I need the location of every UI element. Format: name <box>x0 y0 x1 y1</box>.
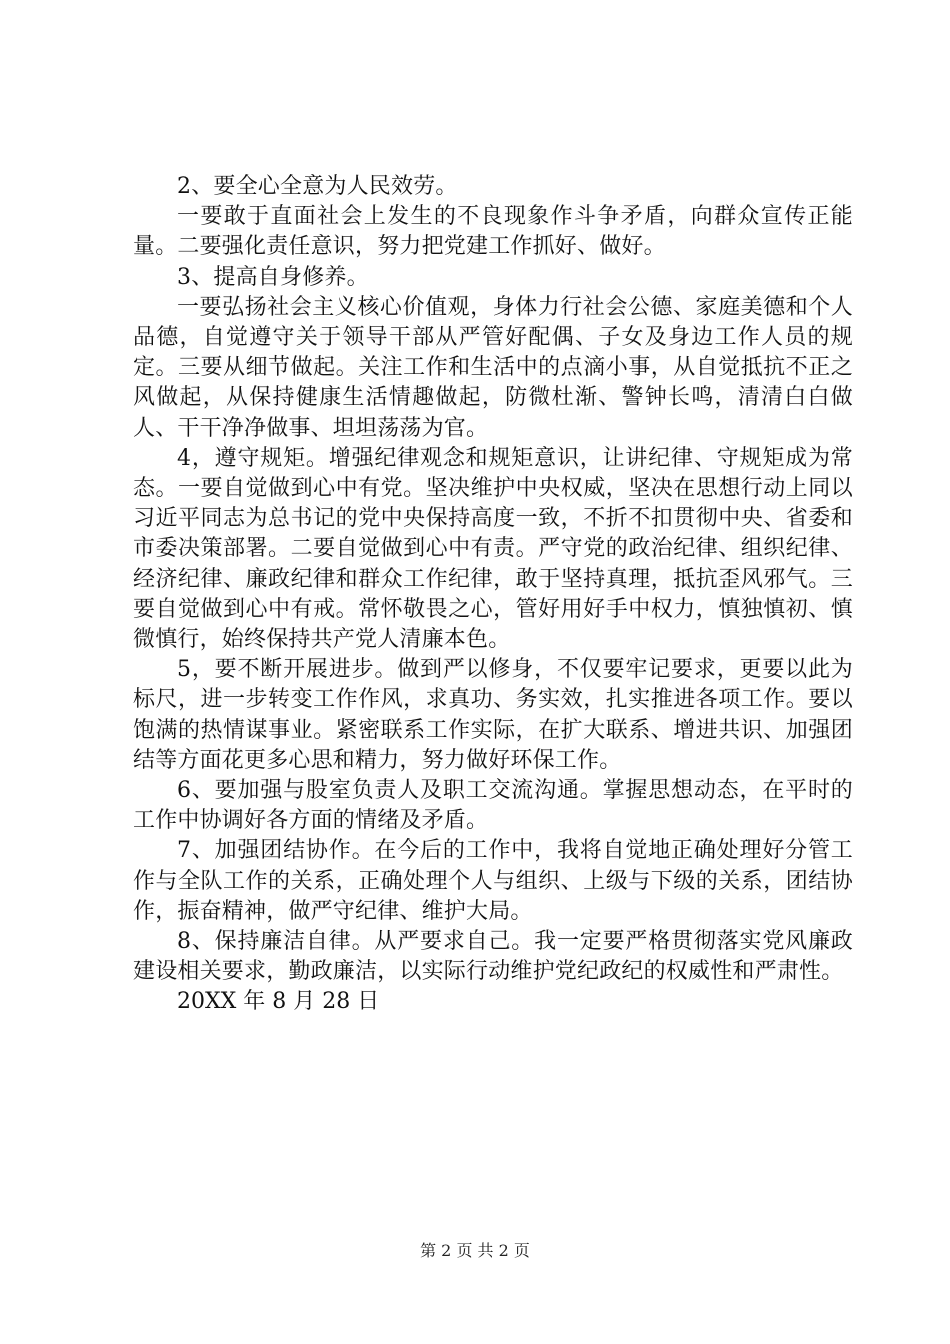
paragraph-item-3-body: 一要弘扬社会主义核心价值观，身体力行社会公德、家庭美德和个人品德，自觉遵守关于领导干部从严管好配偶、子女及身边工作人员的规定。三要从细节做起。关注工作和生活中的点滴小事，从自觉抵抗不正之风做起，从保持健康生活情趣做起，防微杜渐、警钟长鸣，清清白白做人、干干净净做事、坦坦荡荡为官。 <box>133 294 853 441</box>
paragraph-item-5: 5，要不断开展进步。做到严以修身，不仅要牢记要求，更要以此为标尺，进一步转变工作作风，求真功、务实效，扎实推进各项工作。要以饱满的热情谋事业。紧密联系工作实际，在扩大联系、增进共识、加强团结等方面花更多心思和精力，努力做好环保工作。 <box>133 657 853 773</box>
paragraph-item-3-heading: 3、提高自身修养。 <box>177 264 369 290</box>
page-number-label: 第 2 页 共 2 页 <box>420 1241 530 1260</box>
paragraph-item-7: 7、加强团结协作。在今后的工作中，我将自觉地正确处理好分管工作与全队工作的关系，正确处理个人与组织、上级与下级的关系，团结协作，振奋精神，做严守纪律、维护大局。 <box>133 838 853 924</box>
document-date: 20XX 年 8 月 28 日 <box>177 989 380 1015</box>
paragraph-item-8: 8、保持廉洁自律。从严要求自己。我一定要严格贯彻落实党风廉政建设相关要求，勤政廉洁，以实际行动维护党纪政纪的权威性和严肃性。 <box>133 929 853 985</box>
paragraph-item-6: 6、要加强与股室负责人及职工交流沟通。掌握思想动态，在平时的工作中协调好各方面的情绪及矛盾。 <box>133 778 853 834</box>
page-footer <box>0 1238 950 1261</box>
paragraph-item-2-heading: 2、要全心全意为人民效劳。 <box>177 174 458 199</box>
paragraph-item-2-body: 一要敢于直面社会上发生的不良现象作斗争矛盾，向群众宣传正能量。二要强化责任意识，努力把党建工作抓好、做好。 <box>133 204 853 260</box>
paragraph-item-4: 4，遵守规矩。增强纪律观念和规矩意识，让讲纪律、守规矩成为常态。一要自觉做到心中有党。坚决维护中央权威，坚决在思想行动上同以习近平同志为总书记的党中央保持高度一致，不折不扣贯彻中央、省委和市委决策部署。二要自觉做到心中有责。严守党的政治纪律、组织纪律、经济纪律、廉政纪律和群众工作纪律，敢于坚持真理，抵抗歪风邪气。三要自觉做到心中有戒。常怀敬畏之心，管好用好手中权力，慎独慎初、慎微慎行，始终保持共产党人清廉本色。 <box>133 445 853 653</box>
document-body <box>133 172 853 1018</box>
